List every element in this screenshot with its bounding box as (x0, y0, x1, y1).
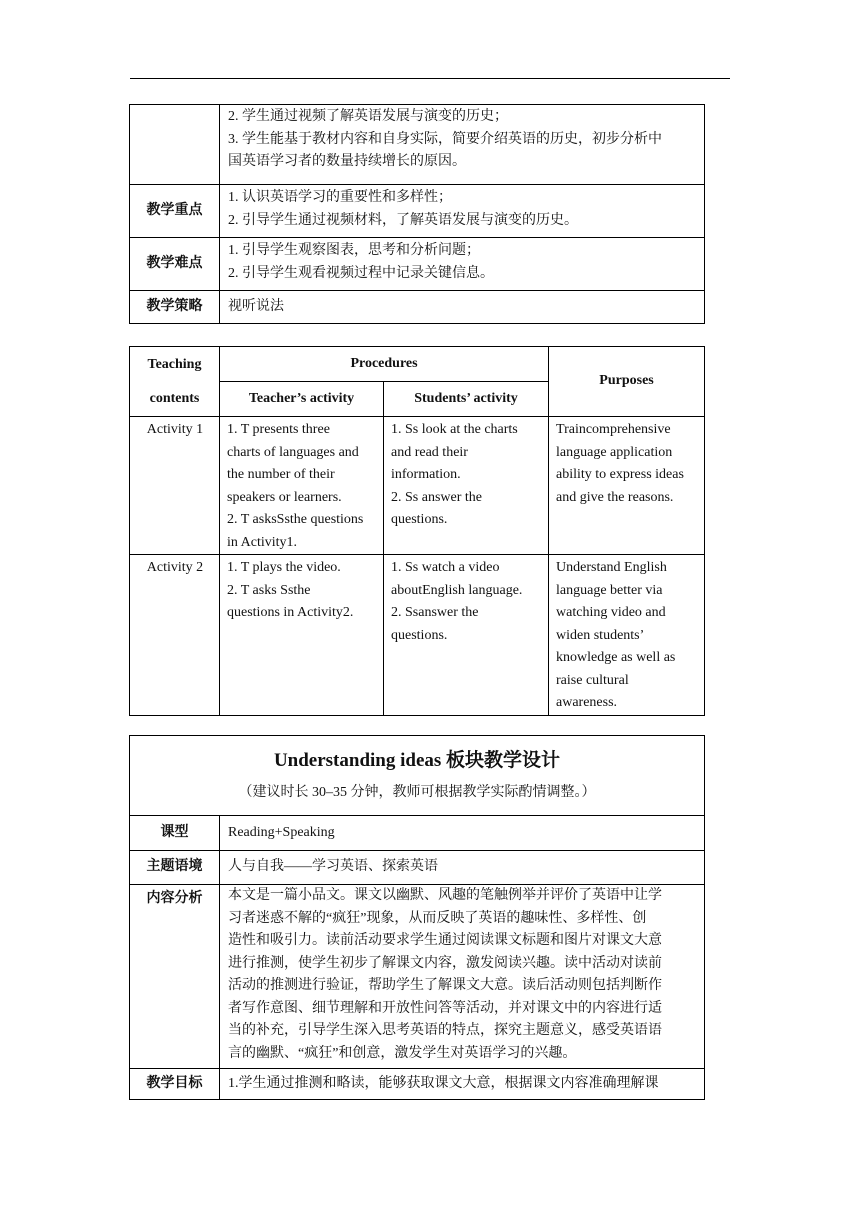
strategy-row (130, 291, 705, 324)
design-title-row (130, 736, 705, 816)
key-point-line: 1. 认识英语学习的重要性和多样性； (228, 190, 452, 205)
students-activity-cell: 1. Ss watch a video aboutEnglish language. 2. Ssanswer the questions. (384, 555, 549, 716)
objectives-cont-cell (220, 105, 705, 185)
objective-line: 2. 学生通过视频了解英语发展与演变的历史； (228, 109, 508, 124)
design-table (129, 735, 705, 1100)
teaching-contents-header: Teaching contents (130, 347, 220, 417)
theme-value: 人与自我——学习英语、探索英语 (220, 851, 705, 885)
analysis-label: 内容分析 (130, 885, 220, 1069)
procedures-header: Procedures (220, 347, 549, 382)
students-activity-cell: 1. Ss look at the charts and read their information. 2. Ss answer the questions. (384, 417, 549, 555)
purposes-cell: Traincomprehensive language application ability to express ideas and give the reasons. (549, 417, 705, 555)
difficulties-cell (220, 238, 705, 291)
teacher-activity-cell: 1. T presents three charts of languages and the number of their speakers or learners. 2. T asksSsthe questions in Activity1. (220, 417, 384, 555)
strategy-label: 教学策略 (130, 291, 220, 324)
teacher-activity-cell: 1. T plays the video. 2. T asks Ssthe questions in Activity2. (220, 555, 384, 716)
lesson-type-row (130, 816, 705, 851)
students-activity-header: Students’ activity (384, 382, 549, 417)
activity-name: Activity 1 (130, 417, 220, 555)
objectives-table (129, 104, 705, 324)
analysis-cell: 本文是一篇小品文。课文以幽默、风趣的笔触例举并评价了英语中让学 习者迷惑不解的“疯狂”现象，从而反映了英语的趣味性、多样性、创 造性和吸引力。读前活动要求学生通过阅读课文标题和图片对课文大意 进行推测，使学生初步了解课文内容，激发阅读兴趣。读中活动对读前 活动的推测进行验证，帮助学生了解课文大意。读后活动则包括判断作 者写作意图、细节理解和开放性问答等活动，并对课文中的内容进行适 当的补充，引导学生深入思考英语的特点，探究主题意义，感受英语语 言的幽默、“疯狂”和创意，激发学生对英语学习的兴趣。 (220, 885, 705, 1069)
objective-line: 国英语学习者的数量持续增长的原因。 (228, 154, 466, 169)
lesson-type-label: 课型 (130, 816, 220, 851)
objectives-cont-row (130, 105, 705, 185)
procedures-header-row (130, 347, 705, 382)
duration-note: （建议时长 30–35 分钟，教师可根据教学实际酌情调整。） (238, 785, 596, 800)
analysis-row (130, 885, 705, 1069)
procedures-table (129, 346, 705, 716)
section-title: Understanding ideas 板块教学设计 (273, 750, 561, 771)
difficulty-line: 2. 引导学生观看视频过程中记录关键信息。 (228, 265, 494, 281)
teacher-activity-header: Teacher’s activity (220, 382, 384, 417)
theme-label: 主题语境 (130, 851, 220, 885)
strategy-value: 视听说法 (220, 291, 705, 324)
table-row (130, 555, 705, 716)
purposes-header: Purposes (549, 347, 705, 417)
difficulties-label: 教学难点 (130, 238, 220, 291)
key-points-cell (220, 185, 705, 238)
objectives-label: 教学目标 (130, 1069, 220, 1100)
lesson-type-value: Reading+Speaking (220, 816, 705, 851)
activity-name: Activity 2 (130, 555, 220, 716)
objectives-row (130, 1069, 705, 1100)
objective-line: 3. 学生能基于教材内容和自身实际，简要介绍英语的历史，初步分析中 (228, 131, 662, 147)
key-points-label: 教学重点 (130, 185, 220, 238)
table-row (130, 417, 705, 555)
key-points-row (130, 185, 705, 238)
objectives-value: 1.学生通过推测和略读，能够获取课文大意，根据课文内容准确理解课 (220, 1069, 705, 1100)
page-header-rule (130, 78, 730, 79)
difficulty-line: 1. 引导学生观察图表，思考和分析问题； (228, 243, 480, 258)
key-point-line: 2. 引导学生通过视频材料，了解英语发展与演变的历史。 (228, 212, 578, 228)
theme-row (130, 851, 705, 885)
purposes-cell: Understand English language better via watching video and widen students’ knowledge as well as raise cultural awareness. (549, 555, 705, 716)
difficulties-row (130, 238, 705, 291)
